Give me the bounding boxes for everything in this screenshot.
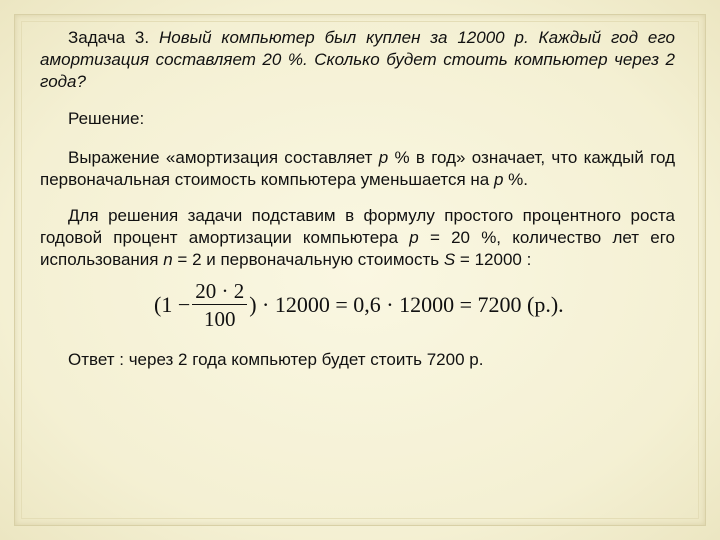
variable-s: S [443,250,456,269]
variable-p: p [493,170,504,189]
fraction [192,280,247,330]
variable-n: n [163,250,173,269]
p2-text-a: Для решения задачи подставим в формулу простого процентного роста годовой процент амортизации компьютера [40,206,675,247]
p2-text-c: = 2 и первоначальную стоимость [172,250,444,269]
p1-text-b: % в год» означает, что каждый год первоначальная стоимость компьютера уменьшается на [40,148,675,189]
problem-label: Задача 3. [68,28,150,47]
p2-text-d: = 12000 : [455,250,532,269]
solution-label: Решение: [68,109,145,128]
problem-statement [40,27,675,93]
formula-suffix: ) · 12000 = 0,6 · 12000 = 7200 (р.). [249,292,564,317]
problem-text: Новый компьютер был куплен за 12000 р. Каждый год его амортизация составляет 20 %. Сколько будет стоить компьютер через 2 года? [40,28,675,91]
answer: Ответ : через 2 года компьютер будет стоить 7200 р. [68,350,484,369]
p2-text-b: = 20 %, количество лет его использования [40,228,675,269]
substitution-paragraph [40,205,675,271]
explanation-paragraph [40,147,675,191]
p1-text-a: Выражение «амортизация составляет [68,148,379,167]
fraction-numerator: 20 · 2 [192,280,247,305]
variable-p: p [378,148,389,167]
p1-text-c: %. [503,170,528,189]
variable-p: p [409,228,419,247]
fraction-denominator: 100 [203,307,236,331]
formula-prefix: (1 − [154,292,191,317]
formula [154,280,564,330]
